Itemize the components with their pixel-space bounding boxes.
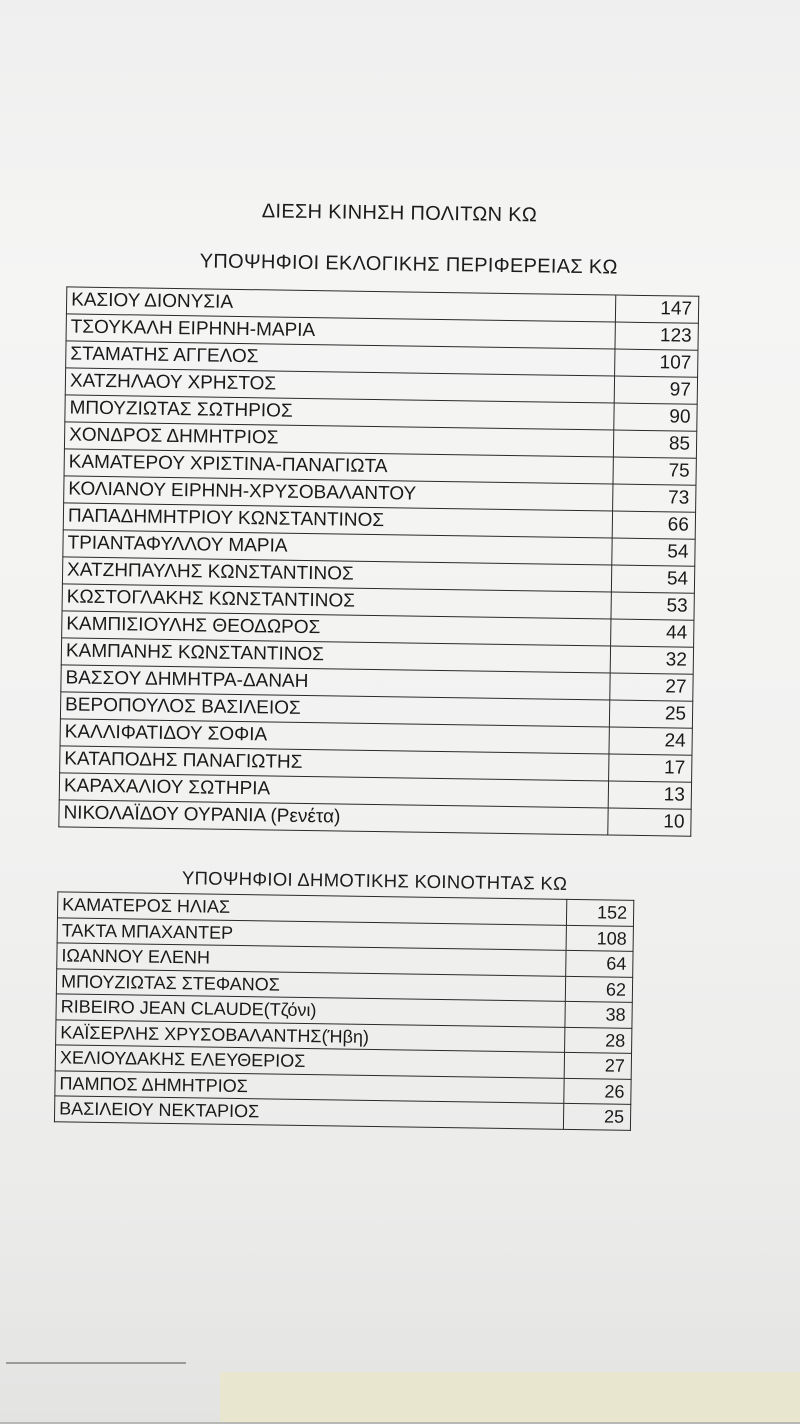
- candidate-votes: 27: [610, 673, 693, 701]
- regional-candidates-table: [58, 286, 699, 836]
- candidate-votes: 75: [613, 457, 696, 485]
- candidate-name: ΒΕΡΟΠΟΥΛΟΣ ΒΑΣΙΛΕΙΟΣ: [60, 692, 609, 727]
- candidate-name: ΚΑΜΠΑΝΗΣ ΚΩΝΣΤΑΝΤΙΝΟΣ: [61, 638, 610, 673]
- candidate-votes: 44: [611, 619, 694, 647]
- candidate-name: ΧΟΝΔΡΟΣ ΔΗΜΗΤΡΙΟΣ: [64, 422, 613, 457]
- candidate-votes: 108: [566, 925, 633, 951]
- candidate-name: ΧΕΛΙΟΥΔΑΚΗΣ ΕΛΕΥΘΕΡΙΟΣ: [55, 1045, 564, 1078]
- candidate-name: ΤΑΚΤΑ ΜΠΑΧΑΝΤΕΡ: [57, 917, 566, 950]
- candidate-votes: 107: [615, 349, 698, 377]
- candidate-votes: 73: [613, 484, 696, 512]
- candidate-name: ΚΑΤΑΠΟΔΗΣ ΠΑΝΑΓΙΩΤΗΣ: [60, 746, 609, 781]
- candidate-votes: 147: [615, 295, 698, 323]
- candidate-votes: 10: [608, 808, 691, 836]
- candidate-votes: 25: [563, 1103, 630, 1129]
- regional-heading: ΥΠΟΨΗΦΙΟΙ ΕΚΛΟΓΙΚΗΣ ΠΕΡΙΦΕΡΕΙΑΣ ΚΩ: [199, 250, 618, 279]
- candidate-votes: 25: [609, 700, 692, 728]
- candidate-name: ΠΑΜΠΟΣ ΔΗΜΗΤΡΙΟΣ: [55, 1070, 564, 1103]
- candidate-votes: 54: [612, 538, 695, 566]
- document-title: ΔΙΕΣΗ ΚΙΝΗΣΗ ΠΟΛΙΤΩΝ ΚΩ: [261, 200, 538, 227]
- document-content: [26, 175, 740, 1132]
- candidate-name: ΠΑΠΑΔΗΜΗΤΡΙΟΥ ΚΩΝΣΤΑΝΤΙΝΟΣ: [63, 503, 612, 538]
- candidate-votes: 53: [611, 592, 694, 620]
- candidate-name: ΚΑΡΑΧΑΛΙΟΥ ΣΩΤΗΡΙΑ: [59, 773, 608, 808]
- paper-edge: [6, 1362, 186, 1424]
- candidate-votes: 24: [609, 727, 692, 755]
- candidate-name: ΜΠΟΥΖΙΩΤΑΣ ΣΤΕΦΑΝΟΣ: [56, 968, 565, 1001]
- candidate-votes: 123: [615, 322, 698, 350]
- municipal-heading: ΥΠΟΨΗΦΙΟΙ ΔΗΜΟΤΙΚΗΣ ΚΟΙΝΟΤΗΤΑΣ ΚΩ: [181, 867, 568, 894]
- candidate-votes: 32: [610, 646, 693, 674]
- candidate-name: ΒΑΣΙΛΕΙΟΥ ΝΕΚΤΑΡΙΟΣ: [54, 1096, 563, 1129]
- candidate-votes: 13: [608, 781, 691, 809]
- candidate-name: RIBEIRO JEAN CLAUDE(Τζόνι): [56, 994, 565, 1027]
- candidate-votes: 27: [564, 1052, 631, 1078]
- candidate-name: ΣΤΑΜΑΤΗΣ ΑΓΓΕΛΟΣ: [66, 341, 615, 376]
- candidate-votes: 152: [566, 899, 633, 925]
- candidate-votes: 66: [612, 511, 695, 539]
- candidate-votes: 26: [564, 1078, 631, 1104]
- candidate-name: ΚΩΣΤΟΓΛΑΚΗΣ ΚΩΝΣΤΑΝΤΙΝΟΣ: [62, 584, 611, 619]
- candidate-name: ΝΙΚΟΛΑΪΔΟΥ ΟΥΡΑΝΙΑ (Ρενέτα): [59, 800, 608, 835]
- candidate-name: ΧΑΤΖΗΠΑΥΛΗΣ ΚΩΝΣΤΑΝΤΙΝΟΣ: [62, 557, 611, 592]
- candidate-votes: 62: [565, 976, 632, 1002]
- candidate-votes: 28: [565, 1027, 632, 1053]
- candidate-votes: 97: [614, 376, 697, 404]
- candidate-name: ΤΣΟΥΚΑΛΗ ΕΙΡΗΝΗ-ΜΑΡΙΑ: [66, 314, 615, 349]
- candidate-votes: 54: [611, 565, 694, 593]
- candidate-name: ΙΩΑΝΝΟΥ ΕΛΕΝΗ: [57, 943, 566, 976]
- candidate-votes: 85: [613, 430, 696, 458]
- candidate-name: ΜΠΟΥΖΙΩΤΑΣ ΣΩΤΗΡΙΟΣ: [65, 395, 614, 430]
- candidate-name: ΚΑΜΠΙΣΙΟΥΛΗΣ ΘΕΟΔΩΡΟΣ: [62, 611, 611, 646]
- municipal-candidates-table: [54, 891, 634, 1130]
- candidate-name: ΚΑΛΛΙΦΑΤΙΔΟΥ ΣΟΦΙΑ: [60, 719, 609, 754]
- candidate-votes: 90: [614, 403, 697, 431]
- candidate-votes: 17: [609, 754, 692, 782]
- candidate-name: ΚΑΪΣΕΡΛΗΣ ΧΡΥΣΟΒΑΛΑΝΤΗΣ(Ήβη): [56, 1019, 565, 1052]
- candidate-name: ΧΑΤΖΗΛΑΟΥ ΧΡΗΣΤΟΣ: [65, 368, 614, 403]
- candidate-name: ΒΑΣΣΟΥ ΔΗΜΗΤΡΑ-ΔΑΝΑΗ: [61, 665, 610, 700]
- background-surface: [220, 1372, 800, 1422]
- candidate-name: ΚΑΜΑΤΕΡΟΥ ΧΡΙΣΤΙΝΑ-ΠΑΝΑΓΙΩΤΑ: [64, 449, 613, 484]
- candidate-votes: 64: [566, 950, 633, 976]
- candidate-name: ΚΑΣΙΟΥ ΔΙΟΝΥΣΙΑ: [66, 287, 615, 322]
- candidate-name: ΚΑΜΑΤΕΡΟΣ ΗΛΙΑΣ: [57, 892, 566, 925]
- candidate-name: ΤΡΙΑΝΤΑΦΥΛΛΟΥ ΜΑΡΙΑ: [63, 530, 612, 565]
- candidate-votes: 38: [565, 1001, 632, 1027]
- candidate-name: ΚΟΛΙΑΝΟΥ ΕΙΡΗΝΗ-ΧΡΥΣΟΒΑΛΑΝΤΟΥ: [64, 476, 613, 511]
